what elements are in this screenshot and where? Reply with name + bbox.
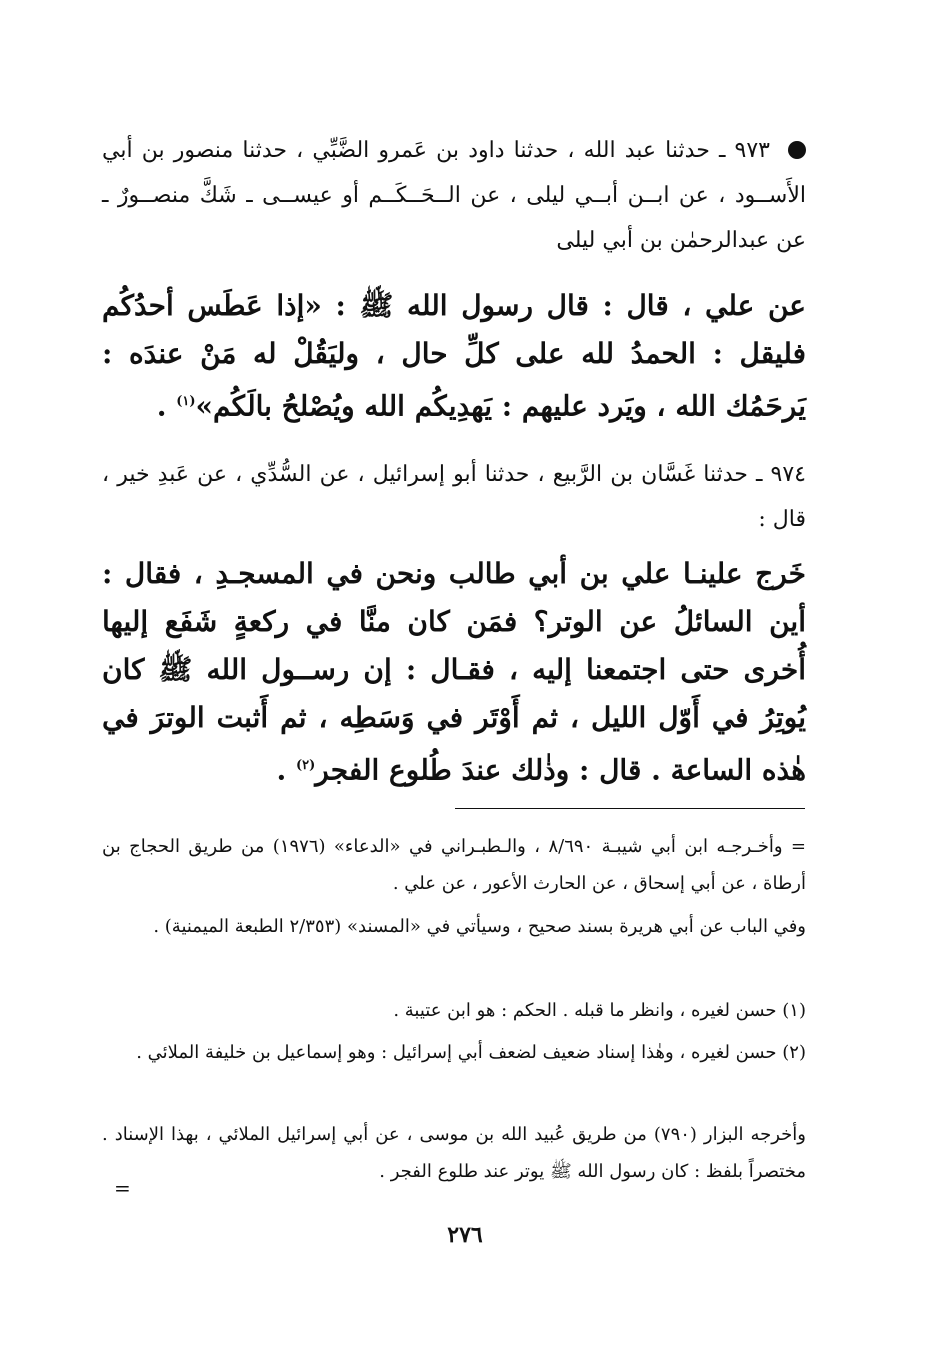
- hadith-973-isnad-text: ٩٧٣ ـ حدثنا عبد الله ، حدثنا داود بن عَمرو الضَّبِّي ، حدثنا منصور بن أبي الأَســود ، عن ابــن أبــي ليلى ، عن الــحَــكَــم أو عيســى ـ شَكَّ منصــورٌ ـ عن عبدالرحمٰن بن أبي ليلى: [102, 138, 806, 253]
- footnote-bab: وفي الباب عن أبي هريرة بسند صحيح ، وسيأتي في «المسند» (٢/٣٥٣ الطبعة الميمنية) .: [153, 916, 806, 937]
- footnote-ref-2: (٢): [296, 758, 316, 773]
- hadith-974-isnad-text: ٩٧٤ ـ حدثنا غَسَّان بن الرَّبيع ، حدثنا أبو إسرائيل ، عن السُّدِّي ، عن عَبدِ خير ، قال :: [102, 462, 806, 532]
- hadith-973-isnad: [102, 128, 806, 263]
- hadith-973-matn-text: عن علي ، قال : قال رسول الله ﷺ : «إذا عَطَس أحدُكُم فليقل : الحمدُ لله على كلِّ حال ، وليَقُلْ له مَنْ عندَه : يَرحَمُك الله ، ويَرد عليهم : يَهدِيكُم الله ويُصْلحُ بالَكُم»: [102, 289, 806, 423]
- footnote-2: (٢) حسن لغيره ، وهٰذا إسناد ضعيف لضعف أبي إسرائيل : وهو إسماعيل بن خليفة الملائي .: [136, 1042, 806, 1063]
- hadith-974-isnad: [102, 452, 806, 542]
- bullet-icon: [788, 141, 806, 159]
- footnote-2-continuation: وأخرجه البزار (٧٩٠) من طريق عُبيد الله بن موسى ، عن أبي إسرائيل الملائي ، بهذا الإسناد . مختصراً بلفظ : كان رسول الله ﷺ يوتر عند طلوع الفجر .: [102, 1124, 806, 1182]
- hadith-973-matn: [102, 282, 806, 430]
- footnote-divider: [455, 808, 805, 809]
- footnote-1: (١) حسن لغيره ، وانظر ما قبله . الحكم : هو ابن عتيبة .: [393, 1000, 806, 1021]
- footnote-continuation: = وأخـرجـه ابن أبي شيبـة ٨/٦٩٠ ، والـطبـراني في «الدعاء» (١٩٧٦) من طريق الحجاج بن أرطاة ، عن أبي إسحاق ، عن الحارث الأعور ، عن علي .: [102, 836, 806, 894]
- continued-mark: =: [114, 1176, 131, 1200]
- page-number: ٢٧٦: [447, 1222, 483, 1248]
- footnote-ref-1: (١): [176, 394, 196, 409]
- hadith-974-end: .: [276, 753, 296, 787]
- hadith-974-matn-text: خَرج علينـا علي بن أبي طالب ونحن في المسجـدِ ، فقال : أين السائلُ عن الوتر؟ فمَن كان منَّا في ركعةٍ شَفَع إليها أُخرى حتى اجتمعنا إليه ، فقـال : إن رســول الله ﷺ كان يُوتِرُ في أَوّل الليل ، ثم أَوْتَر في وَسَطِه ، ثم أَثبت الوترَ في هٰذه الساعة . قال : وذٰلك عندَ طُلوع الفجر: [102, 557, 806, 787]
- hadith-974-matn: [102, 550, 806, 794]
- hadith-973-end: .: [156, 389, 177, 423]
